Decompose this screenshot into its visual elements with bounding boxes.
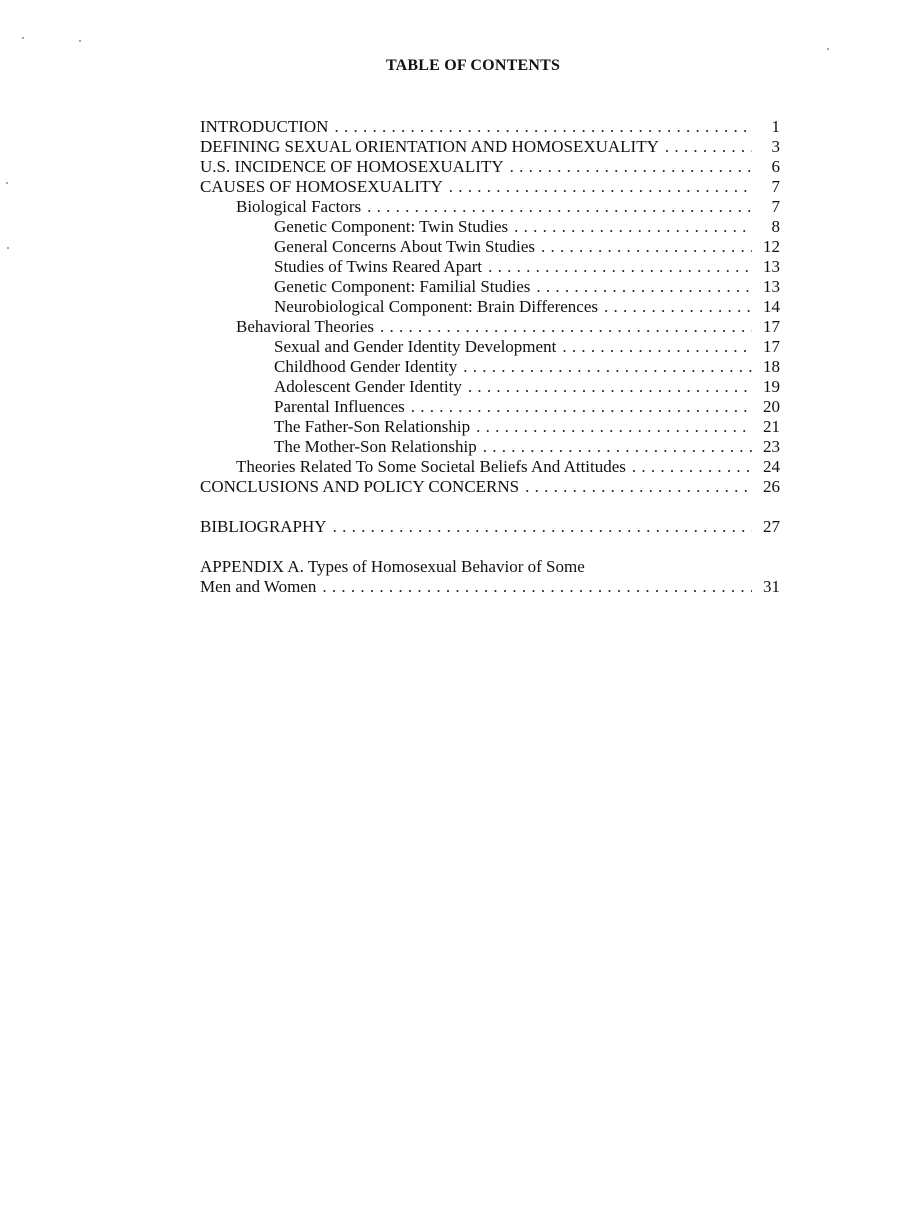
toc-entry-label: U.S. INCIDENCE OF HOMOSEXUALITY — [200, 157, 504, 176]
toc-entry-bibliography[interactable] — [200, 517, 780, 537]
toc-entry-label: Behavioral Theories — [236, 317, 375, 336]
table-of-contents — [200, 117, 780, 597]
toc-entry-label: Genetic Component: Familial Studies — [274, 277, 531, 296]
toc-entry-label: Men and Women — [200, 577, 317, 596]
toc-entry-biological-factors[interactable] — [200, 197, 780, 217]
dot-leader — [334, 117, 752, 137]
toc-entry-label: INTRODUCTION — [200, 117, 329, 136]
toc-entry-page: 20 — [763, 397, 780, 416]
toc-entry-label: Theories Related To Some Societal Beliefs And Attitudes — [236, 457, 626, 476]
toc-entry-appendix-line1[interactable]: APPENDIX A. Types of Homosexual Behavior of Some — [200, 557, 585, 576]
toc-entry-page: 26 — [763, 477, 780, 496]
dot-leader — [510, 157, 752, 177]
toc-entry-identity-development[interactable] — [200, 337, 780, 357]
dot-leader — [322, 577, 752, 597]
toc-entry-appendix[interactable] — [200, 577, 780, 597]
toc-entry-page: 14 — [763, 297, 780, 316]
toc-entry-childhood-identity[interactable] — [200, 357, 780, 377]
scan-speck — [6, 182, 8, 184]
toc-entry-page: 3 — [771, 137, 780, 156]
toc-entry-page: 7 — [771, 177, 780, 196]
toc-entry-page: 23 — [763, 437, 780, 456]
toc-entry-incidence[interactable] — [200, 157, 780, 177]
toc-entry-twin-studies[interactable] — [200, 217, 780, 237]
toc-entry-societal-beliefs[interactable] — [200, 457, 780, 477]
dot-leader — [514, 217, 752, 237]
toc-entry-page: 27 — [763, 517, 780, 536]
toc-entry-familial-studies[interactable] — [200, 277, 780, 297]
toc-entry-page: 13 — [763, 257, 780, 276]
dot-leader — [333, 517, 752, 537]
spacer — [200, 537, 780, 557]
toc-entry-page: 31 — [763, 577, 780, 596]
toc-entry-father-son[interactable] — [200, 417, 780, 437]
toc-entry-behavioral-theories[interactable] — [200, 317, 780, 337]
toc-entry-label: CONCLUSIONS AND POLICY CONCERNS — [200, 477, 520, 496]
toc-entry-label: Sexual and Gender Identity Development — [274, 337, 557, 356]
dot-leader — [604, 297, 752, 317]
toc-entry-page: 7 — [771, 197, 780, 216]
page-title: TABLE OF CONTENTS — [385, 57, 561, 74]
dot-leader — [665, 137, 752, 157]
dot-leader — [488, 257, 752, 277]
toc-entry-page: 6 — [771, 157, 780, 176]
toc-entry-page: 13 — [763, 277, 780, 296]
dot-leader — [562, 337, 752, 357]
dot-leader — [380, 317, 752, 337]
toc-entry-label: Childhood Gender Identity — [274, 357, 458, 376]
toc-entry-label: The Mother-Son Relationship — [274, 437, 477, 456]
toc-entry-label: Parental Influences — [274, 397, 405, 416]
dot-leader — [476, 417, 752, 437]
toc-entry-mother-son[interactable] — [200, 437, 780, 457]
dot-leader — [483, 437, 752, 457]
toc-entry-page: 17 — [763, 337, 780, 356]
toc-entry-conclusions[interactable] — [200, 477, 780, 497]
toc-entry-page: 8 — [771, 217, 780, 236]
toc-entry-defining[interactable] — [200, 137, 780, 157]
toc-entry-parental-influences[interactable] — [200, 397, 780, 417]
dot-leader — [525, 477, 752, 497]
toc-entry-label: Adolescent Gender Identity — [274, 377, 462, 396]
toc-entry-twins-reared-apart[interactable] — [200, 257, 780, 277]
toc-entry-label: DEFINING SEXUAL ORIENTATION AND HOMOSEXUALITY — [200, 137, 659, 156]
dot-leader — [367, 197, 752, 217]
toc-entry-page: 19 — [763, 377, 780, 396]
toc-entry-label: BIBLIOGRAPHY — [200, 517, 327, 536]
dot-leader — [536, 277, 752, 297]
toc-entry-page: 12 — [763, 237, 780, 256]
toc-entry-adolescent-identity[interactable] — [200, 377, 780, 397]
spacer — [200, 497, 780, 517]
dot-leader — [449, 177, 752, 197]
toc-entry-page: 1 — [771, 117, 780, 136]
scan-speck — [79, 40, 81, 42]
dot-leader — [632, 457, 752, 477]
scan-speck — [827, 48, 829, 50]
toc-entry-twin-concerns[interactable] — [200, 237, 780, 257]
toc-entry-label: CAUSES OF HOMOSEXUALITY — [200, 177, 443, 196]
toc-entry-label: Genetic Component: Twin Studies — [274, 217, 509, 236]
toc-entry-label: Studies of Twins Reared Apart — [274, 257, 483, 276]
scan-speck — [22, 37, 24, 39]
toc-entry-causes[interactable] — [200, 177, 780, 197]
dot-leader — [463, 357, 752, 377]
scan-speck — [7, 247, 9, 249]
dot-leader — [411, 397, 752, 417]
toc-entry-label: General Concerns About Twin Studies — [274, 237, 536, 256]
toc-entry-label: Biological Factors — [236, 197, 362, 216]
toc-entry-page: 17 — [763, 317, 780, 336]
toc-entry-page: 18 — [763, 357, 780, 376]
toc-entry-introduction[interactable] — [200, 117, 780, 137]
toc-entry-label: Neurobiological Component: Brain Differences — [274, 297, 599, 316]
toc-entry-label: The Father-Son Relationship — [274, 417, 471, 436]
dot-leader — [468, 377, 752, 397]
toc-entry-brain-differences[interactable] — [200, 297, 780, 317]
toc-entry-page: 24 — [763, 457, 780, 476]
dot-leader — [541, 237, 752, 257]
toc-entry-page: 21 — [763, 417, 780, 436]
